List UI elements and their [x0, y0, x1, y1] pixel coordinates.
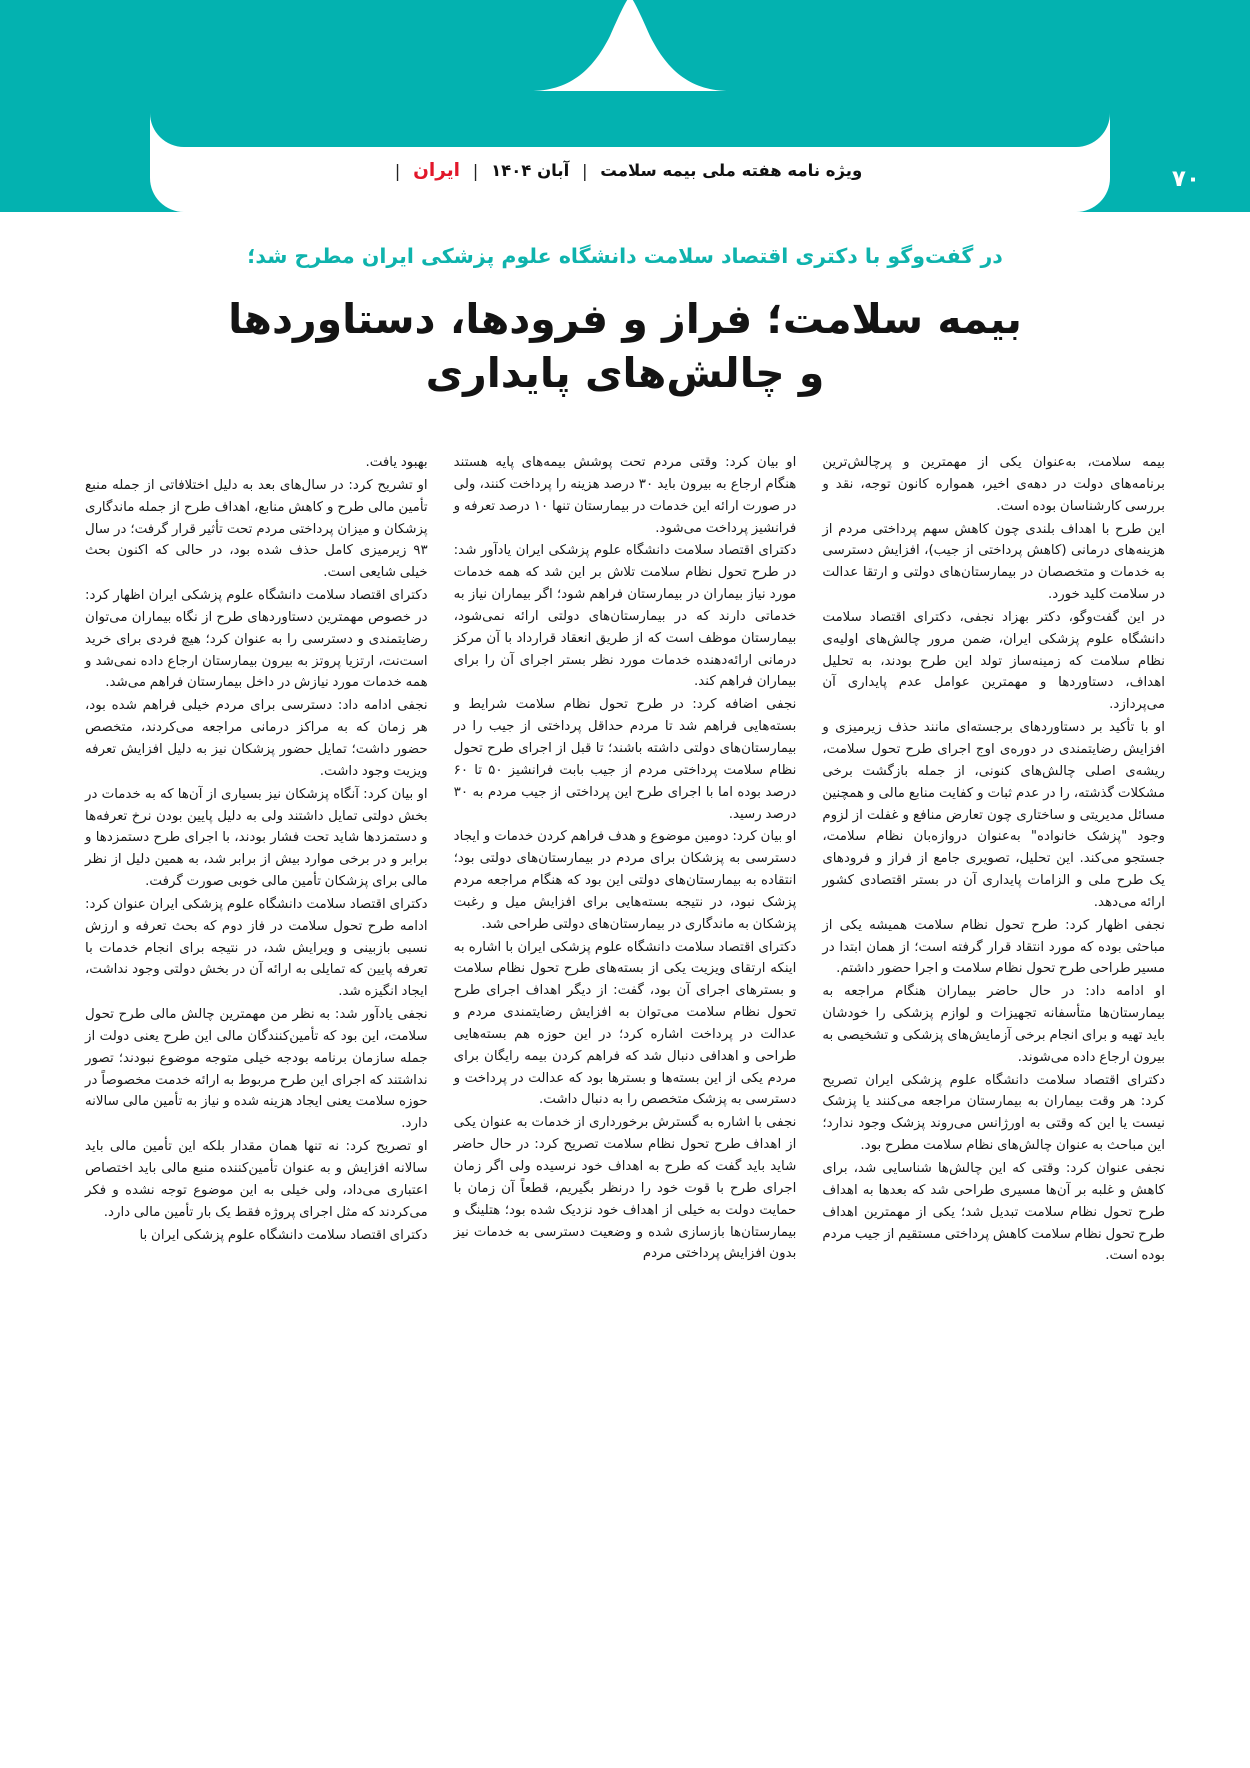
article-paragraph: نجفی ادامه داد: دسترسی برای مردم خیلی فراهم شده بود، هر زمان که به مراکز درمانی مراجعه می‌کردند، متخصص حضور داشت؛ تمایل حضور پزشکان نیز به دلیل افزایش تعرفه ویزیت وجود داشت. [84, 698, 428, 779]
masthead-separator-3: | [394, 162, 401, 181]
article-paragraph: او با تأکید بر دستاوردهای برجسته‌ای مانند حذف زیرمیزی و افزایش رضایتمندی در دوره‌ی اوج اجرای طرح تحول سلامت، ریشه‌ی اصلی چالش‌های کنونی، از جمله بازگشت برخی مشکلات گذشته، را در عدم ثبات و کفایت منابع مالی و همچنین مسائل مدیریتی و ساختاری چون تعارض منافع و غفلت از لزوم وجود "پزشک خانواده" به‌عنوان دروازه‌بان نظام سلامت، جستجو می‌کند. این تحلیل، تصویری جامع از فراز و فرودهای یک طرح ملی و الزامات پایداری آن در بستر اقتصادی کشور ارائه می‌دهد. [822, 720, 1165, 910]
article-kicker: در گفت‌وگو با دکتری اقتصاد سلامت دانشگاه علوم پزشکی ایران مطرح شد؛ [247, 244, 1003, 268]
article-paragraph: او بیان کرد: وقتی مردم تحت پوشش بیمه‌های پایه هستند هنگام ارجاع به بیرون باید ۳۰ درصد هزینه را پرداخت کنند، ولی در صورت ارائه این خدمات در بیمارستان تنها ۱۰ درصد تعرفه و فرانشیز پرداخت می‌شود. [453, 455, 797, 536]
article-paragraph: دکترای اقتصاد سلامت دانشگاه علوم پزشکی ایران اظهار کرد: در خصوص مهمترین دستاوردهای طرح از نگاه بیماران می‌توان رضایتمندی و دسترسی را به عنوان کرد؛ هیچ فردی برای خرید است‌نت، ارتزیا پروتز به بیرون بیمارستان ارجاع داده نمی‌شد و همه خدمات مورد نیازش در داخل بیمارستان فراهم می‌شد. [84, 588, 428, 691]
masthead-separator-1: | [581, 162, 588, 181]
header-band [0, 0, 1250, 212]
article-paragraph: نجفی اظهار کرد: طرح تحول نظام سلامت همیشه یکی از مباحثی بوده که مورد انتقاد قرار گرفته است؛ از همان ابتدا در مسیر طراحی طرح تحول نظام سلامت و اجرا حضور داشتم. [822, 917, 1165, 977]
article-paragraph: بیمه سلامت، به‌عنوان یکی از مهمترین و پرچالش‌ترین برنامه‌های دولت در دهه‌ی اخیر، همواره کانون توجه، نقد و بررسی کارشناسان بوده است. [822, 455, 1165, 514]
page-title [150, 292, 1100, 400]
article-paragraph: او تصریح کرد: نه تنها همان مقدار بلکه این تأمین مالی باید سالانه افزایش و به عنوان تأمین‌کننده منبع مالی باید اختصاص اعتباری می‌داد، ولی خیلی به این موضوع توجه نشده و فکر می‌کردند که مثل اجرای پروژه فقط یک بار تأمین مالی دارد. [84, 1139, 428, 1220]
header-teal-cap [150, 0, 1110, 147]
article-paragraph: نجفی عنوان کرد: وقتی که این چالش‌ها شناسایی شد، برای کاهش و غلبه بر آن‌ها مسیری طراحی شد که بعدها به اهداف طرح تحول نظام سلامت تبدیل شد؛ یکی از مهمترین اهداف طرح تحول نظام سلامت کاهش پرداختی مستقیم از جیب مردم بوده است. [822, 1161, 1165, 1264]
article-body [85, 452, 1165, 1682]
article-paragraph: نجفی یادآور شد: به نظر من مهمترین چالش مالی طرح تحول سلامت، این بود که تأمین‌کنندگان مالی این طرح یعنی دولت از جمله سازمان برنامه بودجه خیلی متوجه موضوع نبودند؛ تصور نداشتند که اجرای این طرح مربوط به ارائه خدمت مخصوصاً در حوزه سلامت یعنی ایجاد هزینه شده و نیاز به تأمین مالی سالانه دارد. [84, 1007, 428, 1132]
article-paragraph: نجفی اضافه کرد: در طرح تحول نظام سلامت شرایط و بسته‌هایی فراهم شد تا مردم حداقل پرداختی از جیب را در بیمارستان‌های دولتی داشته باشند؛ تا قبل از اجرای طرح تحول نظام سلامت پرداختی مردم از جیب بابت فرانشیز ۵۰ تا ۶۰ درصد بوده اما با اجرای طرح این پرداختی از جیب مردم به ۳۰ درصد رسید. [453, 697, 797, 822]
masthead-separator-2: | [472, 162, 479, 181]
article-paragraph: دکترای اقتصاد سلامت دانشگاه علوم پزشکی ایران یادآور شد: در طرح تحول نظام سلامت تلاش بر این شد که همه خدمات مورد نیاز بیماران در بیمارستان فراهم شود؛ اگر بیماران نیاز به خدماتی دارند که در بیمارستان‌های دولتی ارائه نمی‌شود، بیمارستان موظف است که از طریق انعقاد قرارداد با آن مرکز درمانی ارائه‌دهنده خدمات مورد نظر بستر اجرای آن را برای بیماران فراهم کند. [453, 543, 797, 690]
article-column-left [85, 452, 428, 1682]
masthead [0, 160, 1250, 181]
brand-logo-iran: ایران [413, 160, 460, 181]
article-paragraph: او بیان کرد: دومین موضوع و هدف فراهم کردن خدمات و ایجاد دسترسی به پزشکان برای مردم در بیمارستان‌های دولتی بود؛ انتقاده به بیمارستان‌های دولتی این بود که هنگام مراجعه مردم پزشک نبود، در نتیجه بسته‌هایی برای افزایش میل و رغبت پزشکان به ماندگاری در بیمارستان‌های دولتی طراحی شد. [453, 829, 797, 932]
article-paragraph: او بیان کرد: آنگاه پزشکان نیز بسیاری از آن‌ها که به خدمات در بخش دولتی تمایل داشتند ولی به دلیل پایین بودن نرخ تعرفه‌ها و دستمزدها شاید تحت فشار بودند، با اجرای طرح دستمزدها و برابر و در برخی موارد بیش از برابر شد، به همین دلیل از نظر مالی برای پزشکان تأمین مالی خوبی صورت گرفت. [84, 786, 428, 890]
page-number: ۷۰ [1171, 166, 1200, 192]
article-paragraph: این طرح با اهداف بلندی چون کاهش سهم پرداختی مردم از هزینه‌های درمانی (کاهش پرداختی از جیب)، افزایش دسترسی به خدمات و متخصصان در بیمارستان‌های دولتی و ارتقا عدالت در سلامت کلید خورد. [822, 521, 1165, 603]
article-paragraph: دکترای اقتصاد سلامت دانشگاه علوم پزشکی ایران عنوان کرد: ادامه طرح تحول سلامت در فاز دوم که بحث تعرفه و ارزش نسبی بازبینی و ویرایش شد، در نتیجه برای انجام خدمات با تعرفه پایین که تمایلی به ارائه آن در بخش دولتی وجود نداشت، ایجاد انگیزه شد. [84, 896, 428, 1000]
article-paragraph: او تشریح کرد: در سال‌های بعد به دلیل اختلافاتی از جمله منبع تأمین مالی طرح و کاهش منابع، اهداف طرح از جمله ماندگاری پزشکان و میزان پرداختی مردم تحت تأثیر قرار گرفت؛ در سال ۹۳ زیرمیزی کامل حذف شده بود، در حالی که اکنون بحث خیلی شایعی است. [84, 477, 428, 581]
masthead-issue-date: آبان ۱۴۰۴ [491, 161, 570, 180]
headline-line-2: و چالش‌های پایداری [425, 349, 825, 398]
dome-arch-notch-icon [530, 0, 730, 91]
article-paragraph: او ادامه داد: در حال حاضر بیماران هنگام مراجعه به بیمارستان‌ها متأسفانه تجهیزات و لوازم پزشکی را خودشان باید تهیه و برای انجام برخی آزمایش‌های پزشکی و تشخیصی به بیرون ارجاع داده می‌شوند. [822, 984, 1165, 1065]
masthead-title: ویژه نامه هفته ملی بیمه سلامت [600, 161, 863, 180]
article-paragraph: نجفی با اشاره به گسترش برخورداری از خدمات به عنوان یکی از اهداف طرح تحول نظام سلامت تصریح کرد: در حال حاضر شاید باید گفت که طرح به اهداف خود نرسیده ولی اگر زمان اجرای طرح با قوت خود را درنظر بگیریم، قطعاً آن زمان با حمایت دولت به خیلی از اهداف خود نزدیک شده بود؛ هتلینگ و بیمارستان‌ها بازسازی شده و وضعیت دسترسی به خدمات نیز بدون افزایش پرداختی مردم [453, 1115, 797, 1262]
article-paragraph: دکترای اقتصاد سلامت دانشگاه علوم پزشکی ایران با [139, 1227, 428, 1243]
article-column-middle [454, 452, 797, 1682]
article-paragraph: دکترای اقتصاد سلامت دانشگاه علوم پزشکی ایران تصریح کرد: هر وقت بیماران به بیمارستان مراجعه می‌کنند یا پزشک نیست یا این که وقتی به اورژانس می‌روند پزشک وجود ندارد؛ این مباحث به عنوان چالش‌های نظام سلامت مطرح بود. [822, 1072, 1165, 1154]
headline-line-1: بیمه سلامت؛ فراز و فرودها، دستاوردها [228, 295, 1022, 343]
article-paragraph: در این گفت‌وگو، دکتر بهزاد نجفی، دکترای اقتصاد سلامت دانشگاه علوم پزشکی ایران، ضمن مرور چالش‌های اولیه‌ی نظام سلامت که زمینه‌ساز تولد این طرح بودند، به تحلیل اهداف، دستاوردها و مهمترین عوامل عدم پایداری آن می‌پردازد. [822, 609, 1165, 713]
article-paragraph: دکترای اقتصاد سلامت دانشگاه علوم پزشکی ایران با اشاره به اینکه ارتقای ویزیت یکی از بسته‌های طرح تحول نظام سلامت و بسترهای اجرای آن بود، گفت: از دیگر اهداف اجرای طرح تحول نظام سلامت می‌توان به افزایش رضایتمندی مردم و عدالت در پرداخت اشاره کرد؛ در این حوزه هم بسته‌هایی طراحی و اهدافی دنبال شد که فراهم کردن بیمه رایگان برای مردم یکی از این بسته‌ها و بسترها بود که عدالت در پرداخت و دسترسی به پزشک متخصص را به دنبال داشت. [453, 939, 797, 1108]
article-paragraph: بهبود یافت. [365, 455, 428, 470]
article-column-right [822, 452, 1165, 1682]
